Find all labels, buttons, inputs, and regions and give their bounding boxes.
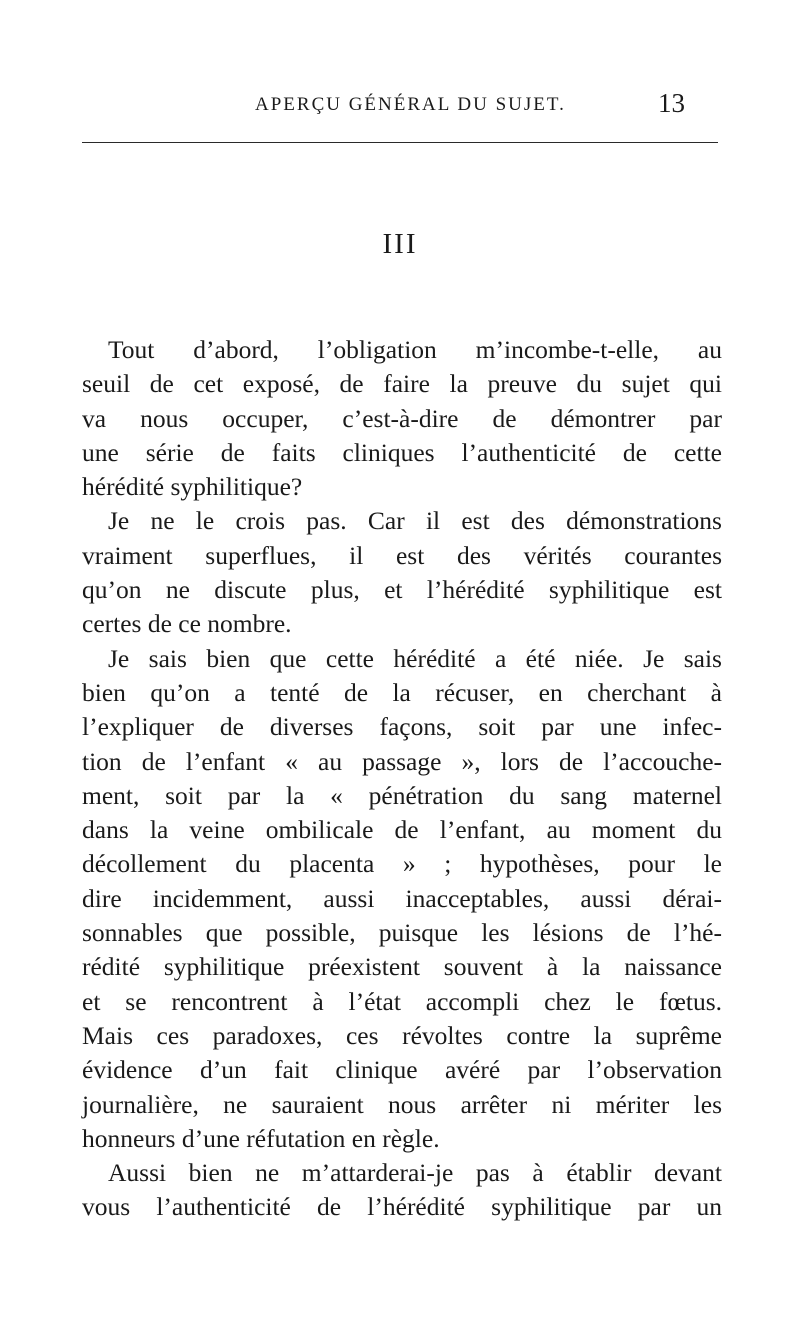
text-line: bien qu’on a tenté de la récuser, en cherchant à — [82, 677, 722, 707]
text-line: ment, soit par la « pénétration du sang maternel — [82, 780, 722, 810]
text-line: honneurs d’une réfutation en règle. — [82, 1123, 440, 1153]
text-line: seuil de cet exposé, de faire la preuve du sujet qui — [82, 369, 722, 399]
running-head — [255, 88, 685, 124]
section-numeral: III — [382, 228, 418, 260]
text-line: tion de l’enfant « au passage », lors de l’accouche- — [82, 746, 722, 776]
header-rule — [82, 142, 718, 143]
text-line: vraiment superflues, il est des vérités courantes — [82, 540, 722, 570]
text-line: certes de ce nombre. — [82, 609, 292, 639]
text-line: journalière, ne sauraient nous arrêter ni mériter les — [82, 1089, 722, 1119]
text-line: l’expliquer de diverses façons, soit par une infec- — [82, 712, 722, 742]
text-line: une série de faits cliniques l’authenticité de cette — [82, 437, 722, 467]
body-text — [82, 333, 722, 1225]
text-line: rédité syphilitique préexistent souvent à la naissance — [82, 952, 722, 982]
text-line: évidence d’un fait clinique avéré par l’observation — [82, 1055, 722, 1085]
text-line: dire incidemment, aussi inacceptables, aussi dérai- — [82, 883, 722, 913]
text-line: Je ne le crois pas. Car il est des démonstrations — [108, 506, 722, 536]
text-line: vous l’authenticité de l’hérédité syphilitique par un — [82, 1192, 722, 1222]
text-line: Mais ces paradoxes, ces révoltes contre la suprême — [82, 1020, 722, 1050]
text-line: décollement du placenta » ; hypothèses, pour le — [82, 849, 722, 879]
text-line: et se rencontrent à l’état accompli chez le fœtus. — [82, 986, 722, 1016]
text-line: qu’on ne discute plus, et l’hérédité syphilitique est — [82, 575, 722, 605]
text-line: dans la veine ombilicale de l’enfant, au moment du — [82, 815, 722, 845]
text-line: Je sais bien que cette hérédité a été niée. Je sais — [108, 643, 722, 673]
text-line: Tout d’abord, l’obligation m’incombe-t-elle, au — [108, 335, 722, 364]
running-title: APERÇU GÉNÉRAL DU SUJET. — [255, 94, 566, 115]
page-number: 13 — [658, 88, 685, 118]
text-line: sonnables que possible, puisque les lésions de l’hé- — [82, 918, 722, 948]
text-line: hérédité syphilitique? — [82, 472, 303, 502]
text-line: va nous occuper, c’est-à-dire de démontrer par — [82, 403, 722, 433]
text-line: Aussi bien ne m’attarderai-je pas à établir devant — [108, 1158, 722, 1188]
